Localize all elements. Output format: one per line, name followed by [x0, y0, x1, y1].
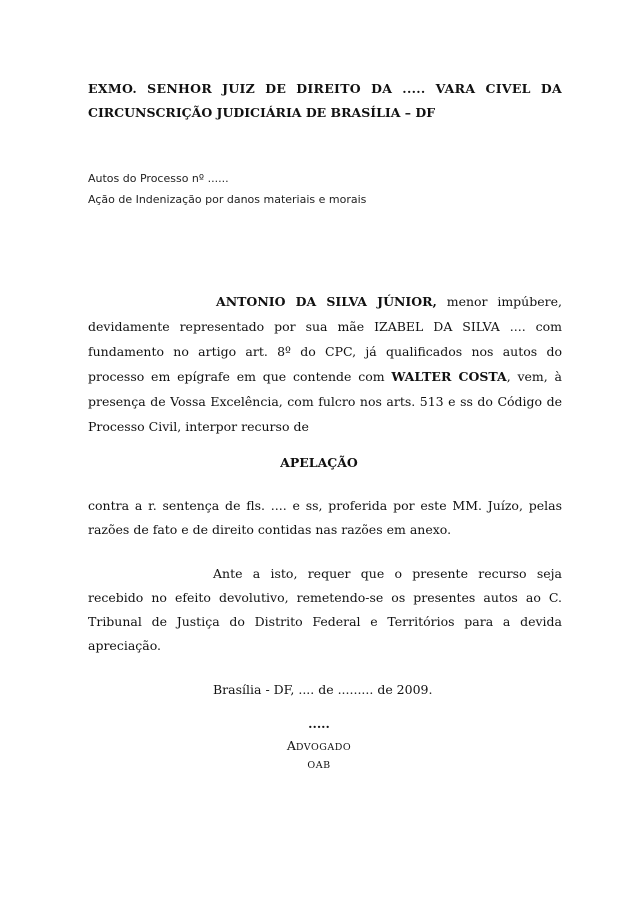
intro-line-4-pre: processo em epígrafe em que contende com — [88, 369, 385, 384]
role-rest: DVOGADO — [295, 742, 352, 753]
oab-text: OAB — [307, 760, 331, 771]
intro-line-2: devidamente representado por sua mãe IZABEL DA SILVA .... com — [88, 319, 562, 334]
appeal-title: APELAÇÃO — [280, 455, 358, 470]
paragraph3-line-2: recebido no efeito devolutivo, remetendo-se os presentes autos ao C. — [88, 590, 562, 605]
party-name: ANTONIO DA SILVA JÚNIOR, — [216, 294, 437, 309]
signature-placeholder: ..... — [308, 716, 330, 731]
opposing-party-name: WALTER COSTA — [391, 369, 507, 384]
place-and-date: Brasília - DF, .... de ......... de 2009. — [213, 682, 433, 697]
paragraph2-line-1: contra a r. sentença de fls. .... e ss, proferida por este MM. Juízo, pelas — [88, 498, 562, 513]
intro-line-5: presença de Vossa Excelência, com fulcro nos arts. 513 e ss do Código de — [88, 394, 562, 409]
intro-line-6: Processo Civil, interpor recurso de — [88, 419, 309, 434]
paragraph3-line-1: Ante a isto, requer que o presente recurso seja — [213, 566, 562, 581]
paragraph3-line-4: apreciação. — [88, 638, 162, 653]
intro-line-4 — [88, 368, 562, 386]
action-type: Ação de Indenização por danos materiais e morais — [88, 193, 367, 206]
process-number: Autos do Processo nº ...... — [88, 172, 229, 185]
signatory-role — [0, 738, 638, 753]
paragraph2-line-2: razões de fato e de direito contidas nas razões em anexo. — [88, 522, 452, 537]
role-initial: A — [286, 738, 296, 753]
party-qualifier: menor impúbere, — [446, 294, 562, 309]
intro-line-3: fundamento no artigo art. 8º do CPC, já qualificados nos autos do — [88, 344, 562, 359]
paragraph3-line-3: Tribunal de Justiça do Distrito Federal e Territórios para a devida — [88, 614, 562, 629]
intro-line-4-post: , vem, à — [506, 369, 562, 384]
oab-label — [0, 756, 638, 771]
intro-line-1 — [216, 293, 562, 311]
addressee-heading-line2: CIRCUNSCRIÇÃO JUDICIÁRIA DE BRASÍLIA – DF — [88, 105, 436, 120]
addressee-heading-line1: EXMO. SENHOR JUIZ DE DIREITO DA ..... VARA CIVEL DA — [88, 81, 562, 96]
